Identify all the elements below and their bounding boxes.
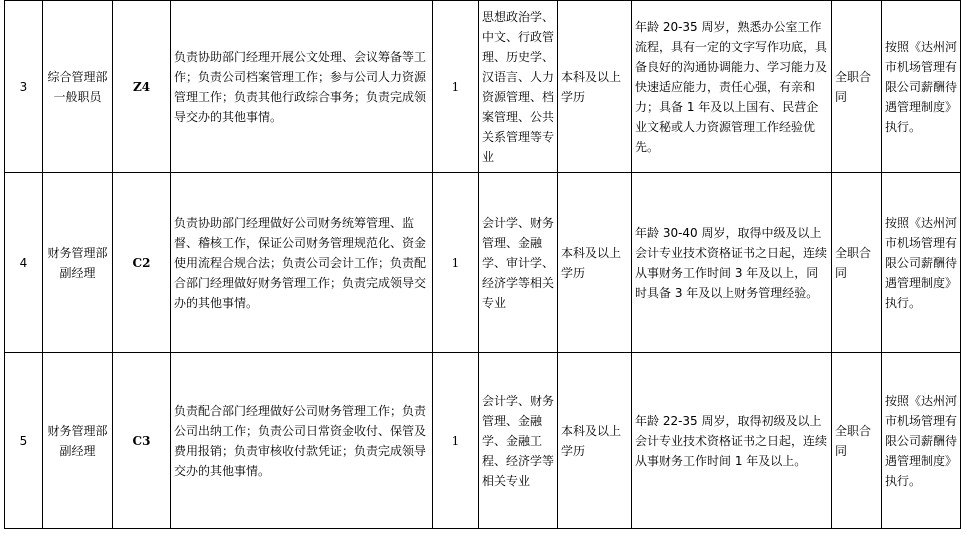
position-grade: Z4 <box>113 1 171 173</box>
other-requirements: 年龄 30-40 周岁，取得中级及以上会计专业技术资格证书之日起，连续从事财务工作时间 3 年及以上，同时具备 3 年及以上财务管理经验。 <box>632 173 832 353</box>
row-number: 5 <box>5 353 43 529</box>
table-row <box>5 173 961 353</box>
table-row <box>5 353 961 529</box>
position-grade: C3 <box>113 353 171 529</box>
employment-type: 全职合同 <box>832 173 882 353</box>
other-requirements: 年龄 20-35 周岁，熟悉办公室工作流程，具有一定的文字写作功底，具备良好的沟通协调能力、学习能力及快速适应能力，责任心强，有亲和力；具备 1 年及以上国有、民营企业文秘或人力资源管理工作经验优先。 <box>632 1 832 173</box>
salary-policy: 按照《达州河市机场管理有限公司薪酬待遇管理制度》执行。 <box>882 1 961 173</box>
employment-type: 全职合同 <box>832 1 882 173</box>
education-requirement: 本科及以上学历 <box>558 1 632 173</box>
education-requirement: 本科及以上学历 <box>558 353 632 529</box>
table-row <box>5 1 961 173</box>
salary-policy: 按照《达州河市机场管理有限公司薪酬待遇管理制度》执行。 <box>882 353 961 529</box>
position-duties: 负责协助部门经理开展公文处理、会议筹备等工作；负责公司档案管理工作；参与公司人力资源管理工作；负责其他行政综合事务；负责完成领导交办的其他事情。 <box>171 1 433 173</box>
position-grade: C2 <box>113 173 171 353</box>
row-number: 3 <box>5 1 43 173</box>
employment-type: 全职合同 <box>832 353 882 529</box>
headcount: 1 <box>433 353 479 529</box>
headcount: 1 <box>433 1 479 173</box>
position-name: 综合管理部一般职员 <box>43 1 113 173</box>
row-number: 4 <box>5 173 43 353</box>
education-requirement: 本科及以上学历 <box>558 173 632 353</box>
position-duties: 负责协助部门经理做好公司财务统筹管理、监督、稽核工作，保证公司财务管理规范化、资金使用流程合规合法；负责公司会计工作；负责配合部门经理做好财务管理工作；负责完成领导交办的其他事情。 <box>171 173 433 353</box>
major-requirement: 会计学、财务管理、金融学、审计学、经济学等相关专业 <box>479 173 558 353</box>
major-requirement: 思想政治学、中文、行政管理、历史学、汉语言、人力资源管理、档案管理、公共关系管理等专业 <box>479 1 558 173</box>
position-duties: 负责配合部门经理做好公司财务管理工作；负责公司出纳工作；负责公司日常资金收付、保管及费用报销；负责审核收付款凭证；负责完成领导交办的其他事情。 <box>171 353 433 529</box>
salary-policy: 按照《达州河市机场管理有限公司薪酬待遇管理制度》执行。 <box>882 173 961 353</box>
other-requirements: 年龄 22-35 周岁，取得初级及以上会计专业技术资格证书之日起，连续从事财务工作时间 1 年及以上。 <box>632 353 832 529</box>
recruitment-table <box>4 0 961 529</box>
position-name: 财务管理部副经理 <box>43 353 113 529</box>
major-requirement: 会计学、财务管理、金融学、金融工程、经济学等相关专业 <box>479 353 558 529</box>
position-name: 财务管理部副经理 <box>43 173 113 353</box>
headcount: 1 <box>433 173 479 353</box>
